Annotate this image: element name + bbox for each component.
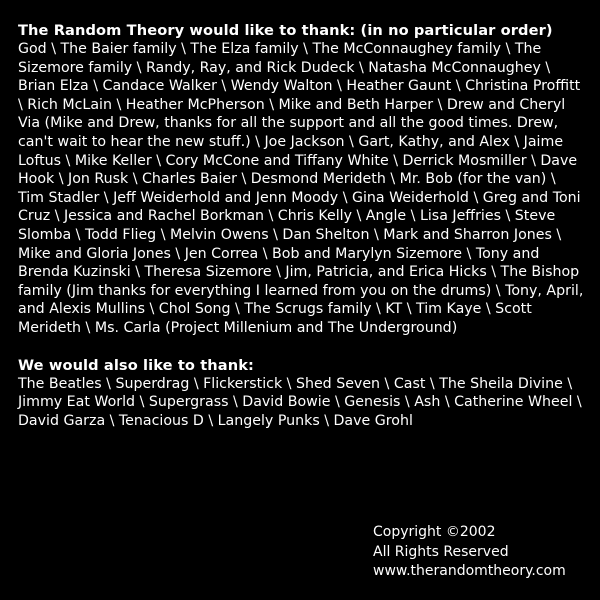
website-url: www.therandomtheory.com [373, 563, 566, 579]
thanks-list: God \ The Baier family \ The Elza family \ The McConnaughey family \ The Sizemore family \ Randy, Ray, and Rick Dudeck \ Natasha McConnaughey \ Brian Elza \ Candace Walker \ Wendy Walton \ Heather Gaunt \ Christina Proffitt \ Rich McLain \ Heather McPherson \ Mike and Beth Harper \ Drew and Cheryl Via (Mike and Drew, thanks for all the support and all the good times. Drew, can't wait to hear the new stuff.) \ Joe Jackson \ Gart, Kathy, and Alex \ Jaime Loftus \ Mike Keller \ Cory McCone and Tiffany White \ Derrick Mosmiller \ Dave Hook \ Jon Rusk \ Charles Baier \ Desmond Merideth \ Mr. Bob (for the van) \ Tim Stadler \ Jeff Weiderhold and Jenn Moody \ Gina Weiderhold \ Greg and Toni Cruz \ Jessica and Rachel Borkman \ Chris Kelly \ Angle \ Lisa Jeffries \ Steve Slomba \ Todd Flieg \ Melvin Owens \ Dan Shelton \ Mark and Sharron Jones \ Mike and Gloria Jones \ Jen Correa \ Bob and Marylyn Sizemore \ Tony and Brenda Kuzinski \ Theresa Sizemore \ Jim, Patricia, and Erica Hicks \ The Bishop family (Jim thanks for everything I learned from you on the drums) \ Tony, April, and Alexis Mullins \ Chol Song \ The Scrugs family \ KT \ Tim Kaye \ Scott Merideth \ Ms. Carla (Project Millenium and The Underground) [18, 41, 584, 336]
also-thanks-heading: We would also like to thank: [18, 356, 254, 374]
thank-you-section [18, 21, 584, 430]
copyright-notice: Copyright ©2002 [373, 524, 496, 540]
also-thanks-list: The Beatles \ Superdrag \ Flickerstick \ Shed Seven \ Cast \ The Sheila Divine \ Jimmy Eat World \ Supergrass \ David Bowie \ Genesis \ Ash \ Catherine Wheel \ David Garza \ Tenacious D \ Langely Punks \ Dave Grohl [18, 375, 582, 429]
also-thanks-section [18, 356, 584, 431]
thanks-heading: The Random Theory would like to thank: (in no particular order) [18, 22, 553, 39]
copyright-block [373, 523, 566, 582]
rights-reserved: All Rights Reserved [373, 543, 509, 560]
